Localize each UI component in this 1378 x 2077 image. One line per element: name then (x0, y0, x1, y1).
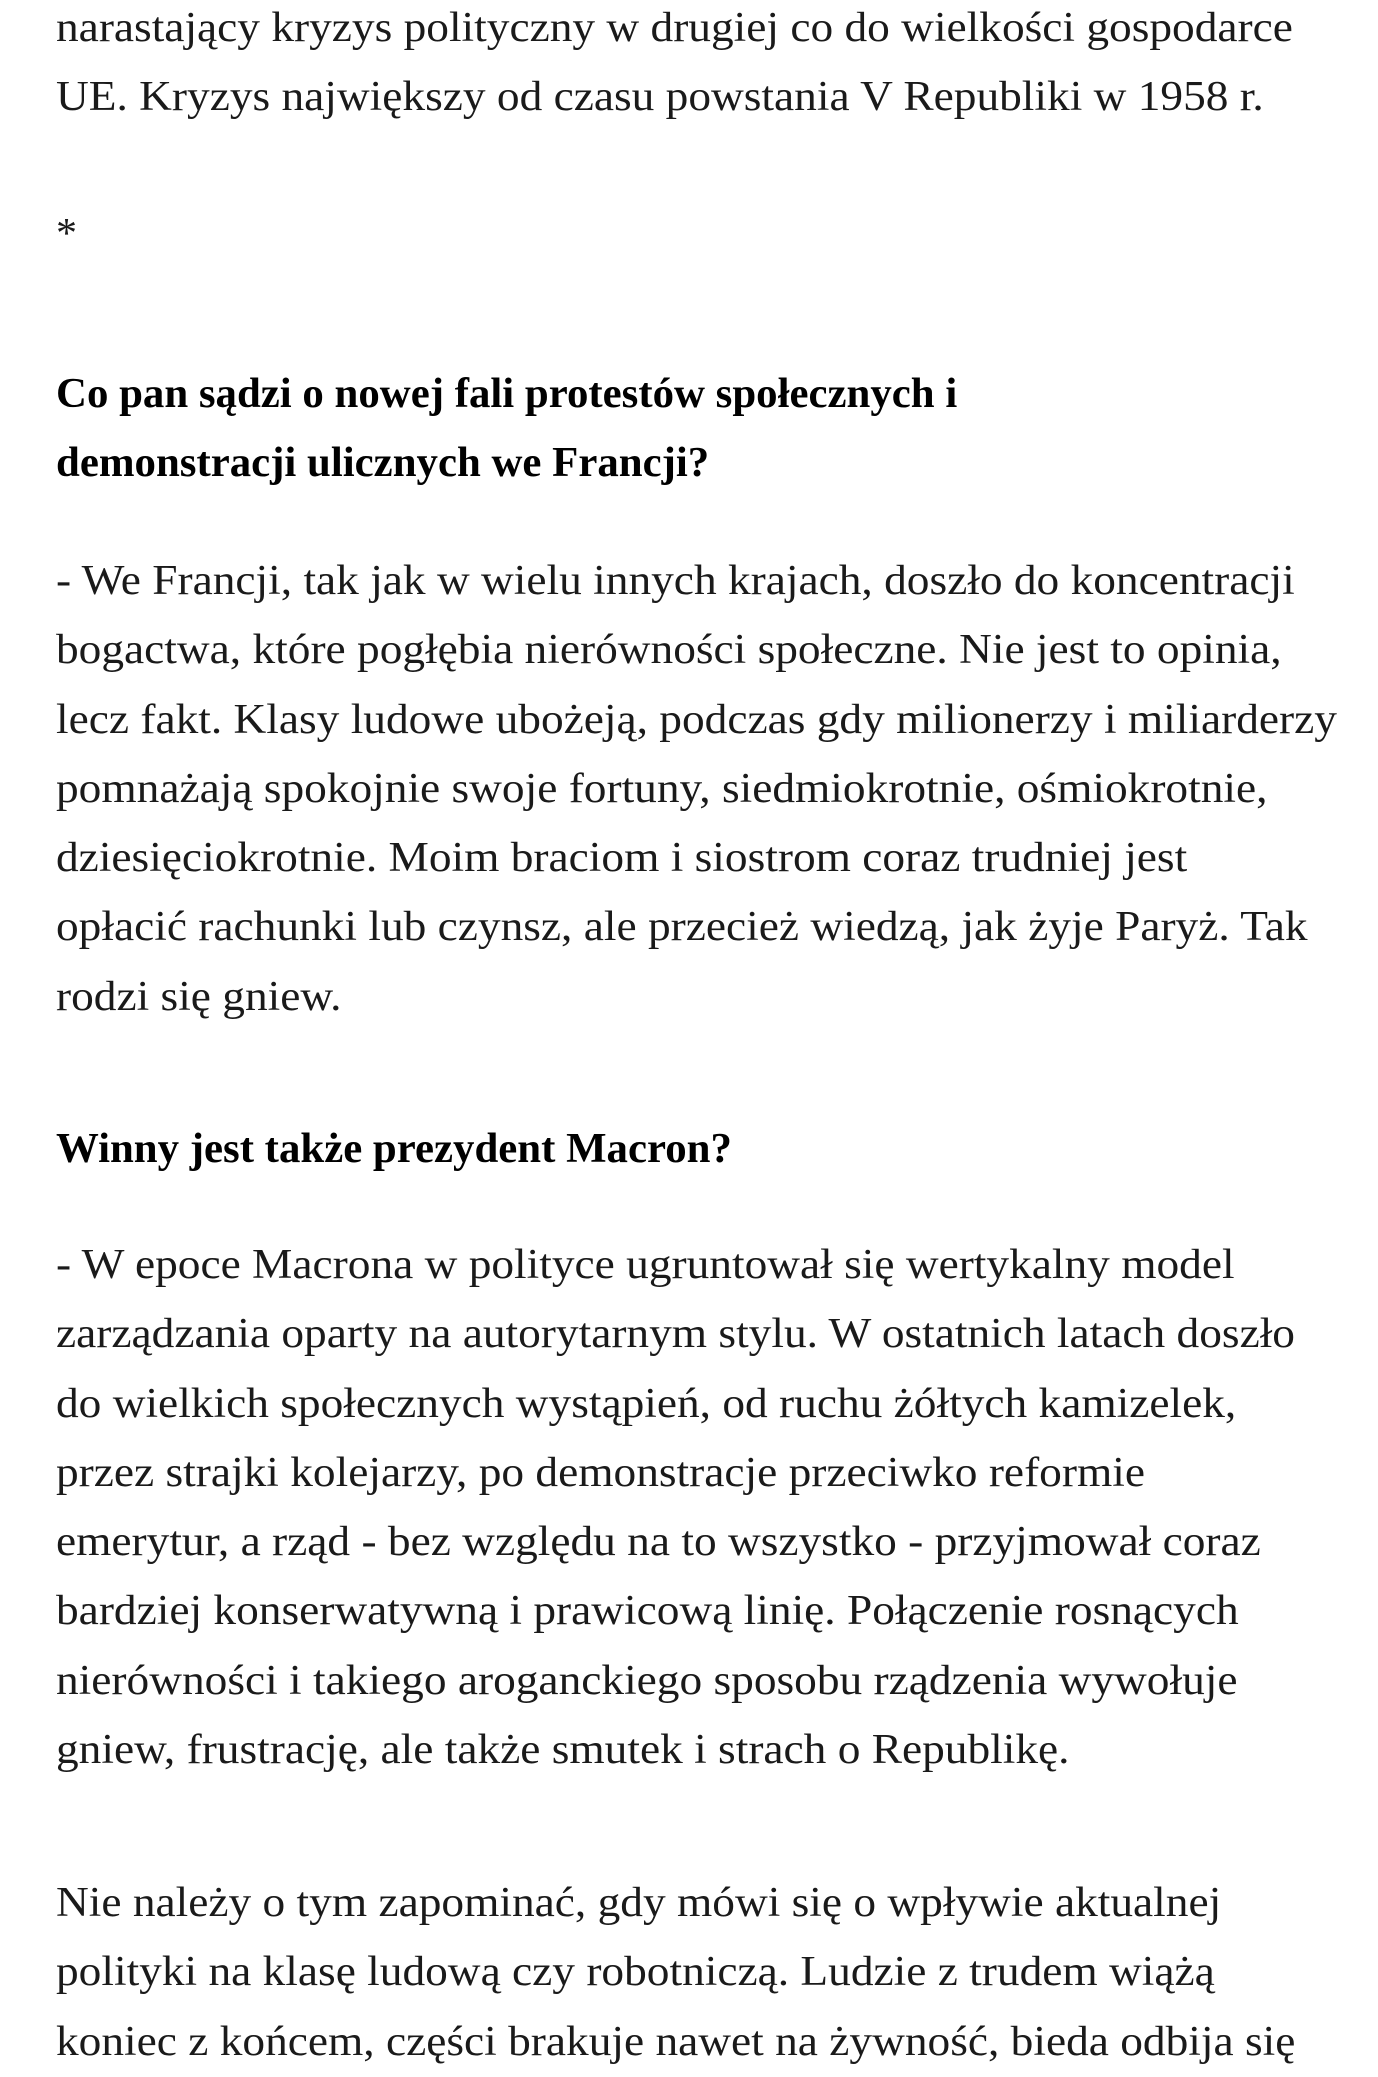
question-line: Co pan sądzi o nowej fali protestów społecznych i (56, 371, 958, 417)
paragraph-line: pomnażają spokojnie swoje fortuny, siedmiokrotnie, ośmiokrotnie, (56, 765, 1268, 812)
paragraph-line: - We Francji, tak jak w wielu innych krajach, doszło do koncentracji (56, 558, 1295, 604)
section-separator (56, 200, 1356, 269)
question-line: Winny jest także prezydent Macron? (56, 1126, 732, 1172)
intro-paragraph (56, 0, 1356, 133)
paragraph-line: bardziej konserwatywną i prawicową linię. Połączenie rosnących (56, 1588, 1239, 1635)
paragraph-line: opłacić rachunki lub czynsz, ale przecież wiedzą, jak żyje Paryż. Tak (56, 904, 1308, 951)
interview-answer-2 (56, 1231, 1356, 1785)
question-line: demonstracji ulicznych we Francji? (56, 440, 710, 487)
interview-answer-1 (56, 547, 1356, 1032)
paragraph-line: Nie należy o tym zapominać, gdy mówi się o wpływie aktualnej (56, 1880, 1222, 1926)
paragraph-line: - W epoce Macrona w polityce ugruntował się wertykalny model (56, 1242, 1235, 1288)
paragraph-line: lecz fakt. Klasy ludowe ubożeją, podczas gdy milionerzy i miliarderzy (56, 696, 1337, 743)
paragraph-line: bogactwa, które pogłębia nierówności społeczne. Nie jest to opinia, (56, 627, 1282, 674)
paragraph-line: zarządzania oparty na autorytarnym stylu. W ostatnich latach doszło (56, 1311, 1295, 1358)
interview-question-1 (56, 360, 1356, 499)
paragraph-line: UE. Kryzys największy od czasu powstania V Republiki w 1958 r. (56, 74, 1264, 121)
paragraph-line: dziesięciokrotnie. Moim braciom i siostrom coraz trudniej jest (56, 835, 1188, 882)
paragraph-line: koniec z końcem, części brakuje nawet na żywność, bieda odbija się (56, 2018, 1296, 2065)
paragraph-line: rodzi się gniew. (56, 973, 342, 1020)
paragraph-line: nierówności i takiego aroganckiego sposobu rządzenia wywołuje (56, 1657, 1238, 1704)
interview-question-2 (56, 1115, 1356, 1184)
paragraph-line: przez strajki kolejarzy, po demonstracje przeciwko reformie (56, 1449, 1145, 1496)
paragraph-line: narastający kryzys polityczny w drugiej co do wielkości gospodarce (56, 5, 1293, 51)
paragraph-3 (56, 1869, 1356, 2077)
paragraph-line: gniew, frustrację, ale także smutek i strach o Republikę. (56, 1727, 1070, 1774)
paragraph-line: polityki na klasę ludową czy robotniczą. Ludzie z trudem wiążą (56, 1949, 1215, 1996)
separator-asterisk: * (56, 211, 77, 257)
paragraph-line: do wielkich społecznych wystąpień, od ruchu żółtych kamizelek, (56, 1380, 1237, 1427)
paragraph-line: emerytur, a rząd - bez względu na to wszystko - przyjmował coraz (56, 1519, 1261, 1566)
